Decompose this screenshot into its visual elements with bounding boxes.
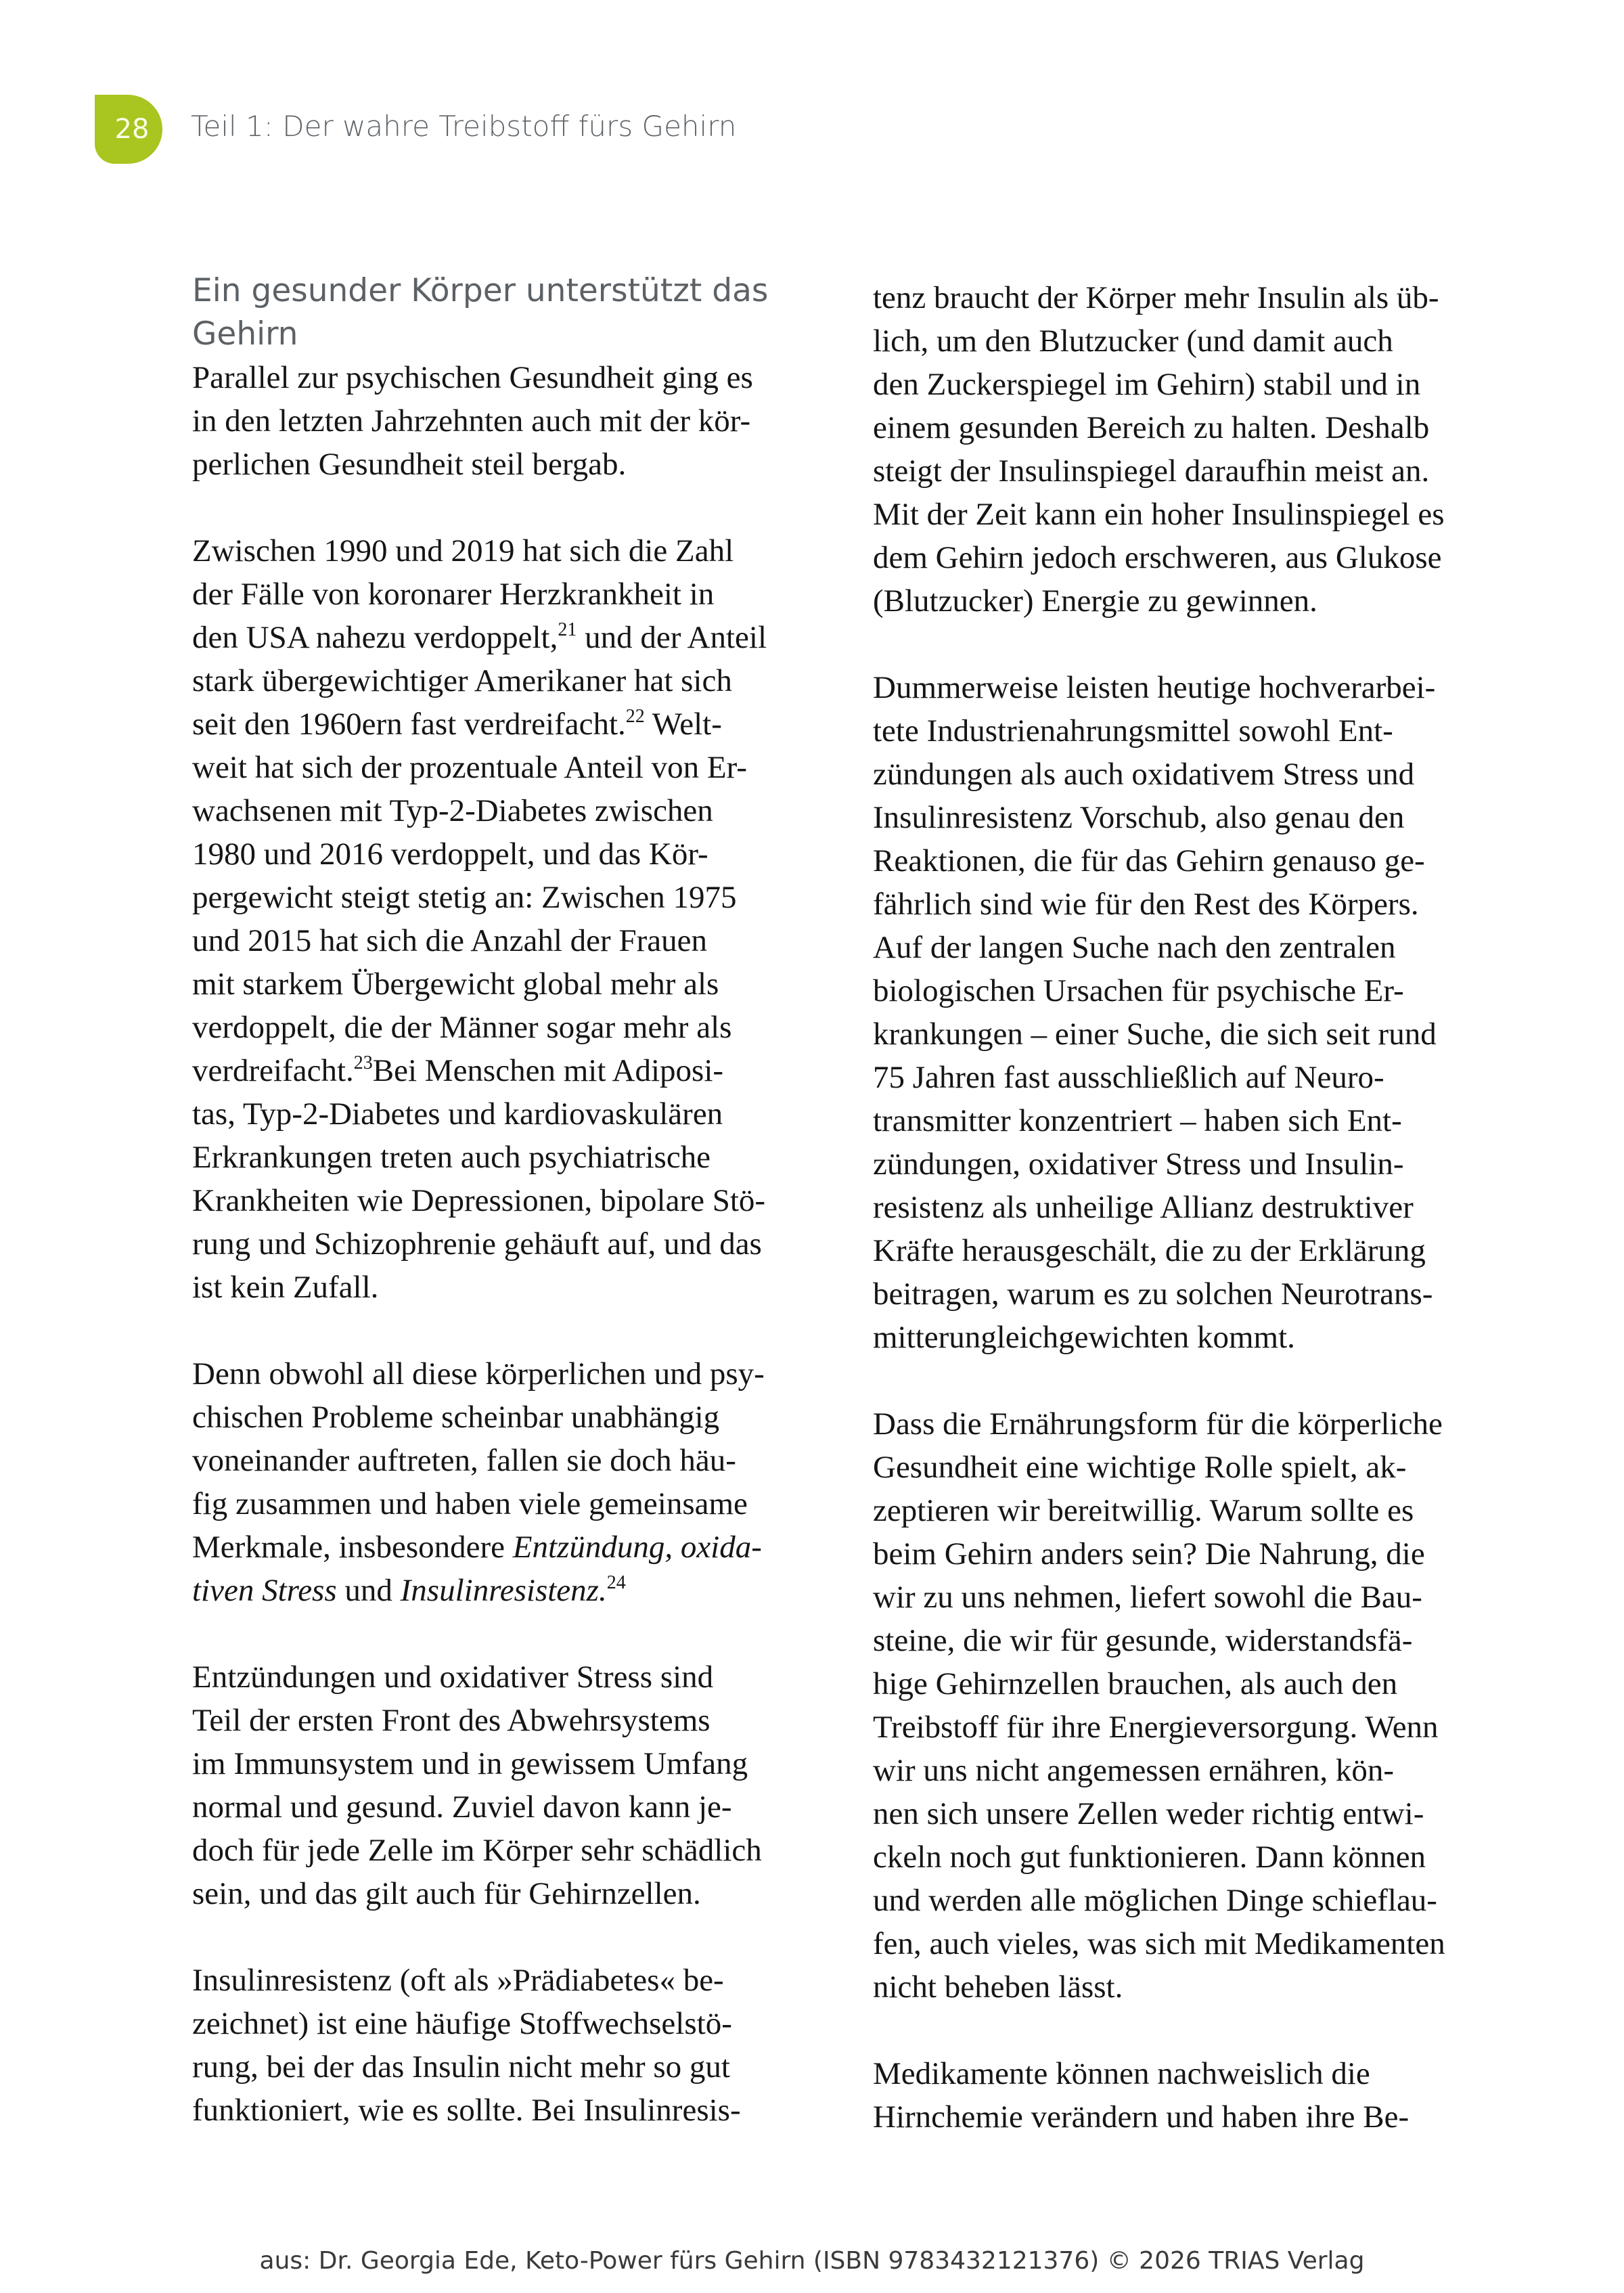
text-line: Zwischen 1990 und 2019 hat sich die Zahl bbox=[192, 533, 734, 569]
page-number: 28 bbox=[114, 114, 150, 145]
text-line: wir zu uns nehmen, liefert sowohl die Bau- bbox=[873, 1580, 1422, 1615]
text-line: (Blutzucker) Energie zu gewinnen. bbox=[873, 583, 1317, 619]
text-line: 1980 und 2016 verdoppelt, und das Kör- bbox=[192, 837, 708, 872]
text-line: beitragen, warum es zu solchen Neurotrans- bbox=[873, 1276, 1433, 1312]
text-line: biologischen Ursachen für psychische Er- bbox=[873, 973, 1404, 1008]
footnote-ref-22[interactable]: 22 bbox=[625, 706, 645, 727]
text-line: mit starkem Übergewicht global mehr als bbox=[192, 966, 719, 1002]
text-line: 75 Jahren fast ausschließlich auf Neuro- bbox=[873, 1060, 1384, 1095]
text-line: Kräfte herausgeschält, die zu der Erklärung bbox=[873, 1233, 1426, 1268]
paragraph bbox=[873, 276, 1495, 623]
footnote-ref-23[interactable]: 23 bbox=[353, 1052, 373, 1073]
paragraph bbox=[192, 1352, 815, 1612]
text-line: den Zuckerspiegel im Gehirn) stabil und in bbox=[873, 367, 1421, 402]
emphasis: Insulinresistenz. bbox=[400, 1573, 607, 1608]
text-line: doch für jede Zelle im Körper sehr schädlich bbox=[192, 1833, 762, 1868]
text-line: resistenz als unheilige Allianz destruktiver bbox=[873, 1190, 1414, 1225]
text-line: krankungen – einer Suche, die sich seit rund bbox=[873, 1017, 1437, 1052]
text-line: sein, und das gilt auch für Gehirnzellen. bbox=[192, 1876, 701, 1911]
text-line: fig zusammen und haben viele gemeinsame bbox=[192, 1486, 748, 1521]
text-line: weit hat sich der prozentuale Anteil von Er- bbox=[192, 750, 747, 785]
text-line: wachsenen mit Typ-2-Diabetes zwischen bbox=[192, 793, 713, 828]
text-line: Insulinresistenz (oft als »Prädiabetes« be- bbox=[192, 1963, 724, 1998]
text-line: der Fälle von koronarer Herzkrankheit in bbox=[192, 577, 715, 612]
text-line: tas, Typ-2-Diabetes und kardiovaskulären bbox=[192, 1096, 723, 1132]
text-line: wir uns nicht angemessen ernähren, kön- bbox=[873, 1753, 1395, 1788]
text-line: in den letzten Jahrzehnten auch mit der kör- bbox=[192, 403, 751, 439]
text-line: dem Gehirn jedoch erschweren, aus Glukose bbox=[873, 540, 1442, 575]
paragraph bbox=[192, 529, 815, 1309]
emphasis: Entzündung, oxida- bbox=[512, 1530, 762, 1565]
text-line: Entzündungen und oxidativer Stress sind bbox=[192, 1660, 714, 1695]
text-line: den USA nahezu verdoppelt,$^{21}$ und der Anteil bbox=[192, 619, 767, 655]
text-line: Dass die Ernährungsform für die körperliche bbox=[873, 1406, 1443, 1442]
text-line: Dummerweise leisten heutige hochverarbei- bbox=[873, 670, 1436, 705]
text-line: rung und Schizophrenie gehäuft auf, und das bbox=[192, 1226, 762, 1262]
paragraph bbox=[192, 1655, 815, 1915]
emphasis: tiven Stress bbox=[192, 1573, 337, 1608]
text-line: Insulinresistenz Vorschub, also genau den bbox=[873, 800, 1405, 835]
text-line: verdreifacht.$^{23}$Bei Menschen mit Adiposi- bbox=[192, 1052, 724, 1088]
text-line: Denn obwohl all diese körperlichen und psy- bbox=[192, 1356, 765, 1392]
paragraph bbox=[873, 1402, 1495, 2009]
text-line: beim Gehirn anders sein? Die Nahrung, die bbox=[873, 1536, 1425, 1572]
text-line: Treibstoff für ihre Energieversorgung. Wenn bbox=[873, 1710, 1439, 1745]
text-line: tete Industrienahrungsmittel sowohl Ent- bbox=[873, 713, 1393, 749]
left-column bbox=[192, 269, 815, 2132]
text-line: nen sich unsere Zellen weder richtig entwi- bbox=[873, 1796, 1424, 1831]
heading-line: Gehirn bbox=[192, 315, 298, 353]
text-line: ckeln noch gut funktionieren. Dann können bbox=[873, 1840, 1426, 1875]
text-line: fen, auch vieles, was sich mit Medikamenten bbox=[873, 1926, 1445, 1961]
footnote-ref-24[interactable]: 24 bbox=[606, 1572, 626, 1593]
text-line: verdoppelt, die der Männer sogar mehr als bbox=[192, 1010, 732, 1045]
text-line: hige Gehirnzellen brauchen, als auch den bbox=[873, 1666, 1398, 1701]
text-line: stark übergewichtiger Amerikaner hat sich bbox=[192, 663, 732, 698]
text-line: lich, um den Blutzucker (und damit auch bbox=[873, 324, 1393, 359]
text-line: pergewicht steigt stetig an: Zwischen 1975 bbox=[192, 880, 737, 915]
text-line: mitterungleichgewichten kommt. bbox=[873, 1320, 1295, 1355]
paragraph bbox=[873, 2052, 1495, 2139]
text-line: fährlich sind wie für den Rest des Körpers. bbox=[873, 887, 1419, 922]
text-line: Reaktionen, die für das Gehirn genauso ge- bbox=[873, 843, 1425, 878]
text-line: Merkmale, insbesondere Entzündung, oxida- bbox=[192, 1530, 762, 1565]
text-line: seit den 1960ern fast verdreifacht.$^{22}$ Welt- bbox=[192, 706, 722, 742]
text-line: zündungen, oxidativer Stress und Insulin- bbox=[873, 1146, 1404, 1182]
text-line: steigt der Insulinspiegel daraufhin meist an. bbox=[873, 453, 1430, 489]
text-line: nicht beheben lässt. bbox=[873, 1969, 1123, 2005]
text-line: Auf der langen Suche nach den zentralen bbox=[873, 930, 1396, 965]
text-line: Krankheiten wie Depressionen, bipolare Stö- bbox=[192, 1183, 766, 1218]
text-line: normal und gesund. Zuviel davon kann je- bbox=[192, 1789, 732, 1825]
text-line: steine, die wir für gesunde, widerstandsfä- bbox=[873, 1623, 1413, 1658]
paragraph bbox=[192, 356, 815, 486]
text-line: transmitter konzentriert – haben sich Ent- bbox=[873, 1103, 1402, 1138]
paragraph bbox=[192, 1959, 815, 2132]
text-line: einem gesunden Bereich zu halten. Deshalb bbox=[873, 410, 1430, 445]
text-line: tenz braucht der Körper mehr Insulin als üb- bbox=[873, 280, 1439, 315]
footnote-ref-21[interactable]: 21 bbox=[558, 619, 577, 640]
text-line: zeptieren wir bereitwillig. Warum sollte es bbox=[873, 1493, 1414, 1528]
text-line: und werden alle möglichen Dinge schieflau- bbox=[873, 1883, 1437, 1918]
text-line: perlichen Gesundheit steil bergab. bbox=[192, 447, 627, 482]
text-line: chischen Probleme scheinbar unabhängig bbox=[192, 1400, 720, 1435]
text-line: zeichnet) ist eine häufige Stoffwechselstö- bbox=[192, 2006, 732, 2041]
text-line: Mit der Zeit kann ein hoher Insulinspiegel es bbox=[873, 497, 1445, 532]
text-line: tiven Stress und Insulinresistenz.$^{24}$ bbox=[192, 1572, 626, 1608]
right-column bbox=[873, 276, 1495, 2139]
text-line: Hirnchemie verändern und haben ihre Be- bbox=[873, 2099, 1409, 2135]
running-title: Teil 1: Der wahre Treibstoff fürs Gehirn bbox=[191, 110, 737, 143]
text-line: voneinander auftreten, fallen sie doch häu- bbox=[192, 1443, 736, 1478]
text-line: Erkrankungen treten auch psychiatrische bbox=[192, 1140, 711, 1175]
text-line: im Immunsystem und in gewissem Umfang bbox=[192, 1746, 748, 1781]
text-line: zündungen als auch oxidativem Stress und bbox=[873, 757, 1415, 792]
text-line: Gesundheit eine wichtige Rolle spielt, ak- bbox=[873, 1450, 1407, 1485]
text-line: rung, bei der das Insulin nicht mehr so gut bbox=[192, 2049, 730, 2085]
text-line: Parallel zur psychischen Gesundheit ging es bbox=[192, 360, 753, 395]
paragraph bbox=[873, 666, 1495, 1359]
text-line: Medikamente können nachweislich die bbox=[873, 2056, 1370, 2091]
copyright-citation: aus: Dr. Georgia Ede, Keto-Power fürs Gehirn (ISBN 9783432121376) © 2026 TRIAS Verlag bbox=[259, 2247, 1365, 2275]
section-heading bbox=[192, 269, 815, 356]
text-line: und 2015 hat sich die Anzahl der Frauen bbox=[192, 923, 707, 958]
text-line: ist kein Zufall. bbox=[192, 1270, 379, 1305]
text-line: Teil der ersten Front des Abwehrsystems bbox=[192, 1703, 710, 1738]
page-number-badge bbox=[95, 95, 162, 164]
text-line: funktioniert, wie es sollte. Bei Insulinresis- bbox=[192, 2093, 741, 2128]
heading-line: Ein gesunder Körper unterstützt das bbox=[192, 272, 769, 309]
